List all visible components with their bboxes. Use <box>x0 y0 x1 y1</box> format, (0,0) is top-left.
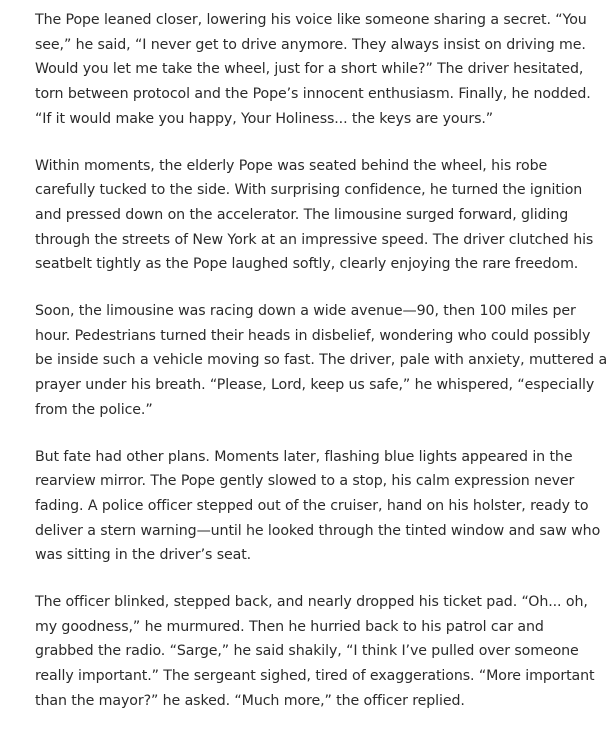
paragraph-3 <box>35 299 608 423</box>
text-line: be inside such a vehicle moving so fast. The driver, pale with anxiety, muttered a <box>35 352 608 369</box>
text-line: carefully tucked to the side. With surprising confidence, he turned the ignition <box>35 182 583 199</box>
text-line: through the streets of New York at an impressive speed. The driver clutched his <box>35 231 594 248</box>
text-line: and pressed down on the accelerator. The limousine surged forward, gliding <box>35 206 569 223</box>
text-line: my goodness,” he murmured. Then he hurried back to his patrol car and <box>35 618 544 635</box>
text-line: hour. Pedestrians turned their heads in disbelief, wondering who could possibly <box>35 327 591 344</box>
text-line: fading. A police officer stepped out of the cruiser, hand on his holster, ready to <box>35 497 589 514</box>
text-line: really important.” The sergeant sighed, tired of exaggerations. “More important <box>35 668 595 685</box>
text-line: from the police.” <box>35 401 153 418</box>
text-line: was sitting in the driver’s seat. <box>35 547 252 564</box>
text-line: rearview mirror. The Pope gently slowed to a stop, his calm expression never <box>35 473 575 490</box>
text-line: Within moments, the elderly Pope was seated behind the wheel, his robe <box>35 157 548 174</box>
text-line: The Pope leaned closer, lowering his voice like someone sharing a secret. “You <box>35 12 587 28</box>
text-line: But fate had other plans. Moments later, flashing blue lights appeared in the <box>35 448 573 465</box>
text-line: deliver a stern warning—until he looked through the tinted window and saw who <box>35 522 601 539</box>
text-line: Soon, the limousine was racing down a wide avenue—90, then 100 miles per <box>35 303 576 320</box>
paragraph-4 <box>35 445 605 569</box>
text-line: seatbelt tightly as the Pope laughed softly, clearly enjoying the rare freedom. <box>35 256 579 273</box>
text-line: prayer under his breath. “Please, Lord, keep us safe,” he whispered, “especially <box>35 377 595 394</box>
text-line: “If it would make you happy, Your Holiness... the keys are yours.” <box>35 110 494 127</box>
paragraph-2 <box>35 154 605 278</box>
text-line: Would you let me take the wheel, just for a short while?” The driver hesitated, <box>35 61 584 78</box>
article-body <box>35 8 608 736</box>
paragraph-5 <box>35 590 605 714</box>
text-line: see,” he said, “I never get to drive anymore. They always insist on driving me. <box>35 36 586 53</box>
text-line: grabbed the radio. “Sarge,” he said shakily, “I think I’ve pulled over someone <box>35 643 579 660</box>
text-line: The officer blinked, stepped back, and nearly dropped his ticket pad. “Oh... oh, <box>35 594 588 611</box>
text-line: than the mayor?” he asked. “Much more,” the officer replied. <box>35 692 465 709</box>
text-line: torn between protocol and the Pope’s innocent enthusiasm. Finally, he nodded. <box>35 86 591 103</box>
paragraph-1 <box>35 8 605 132</box>
